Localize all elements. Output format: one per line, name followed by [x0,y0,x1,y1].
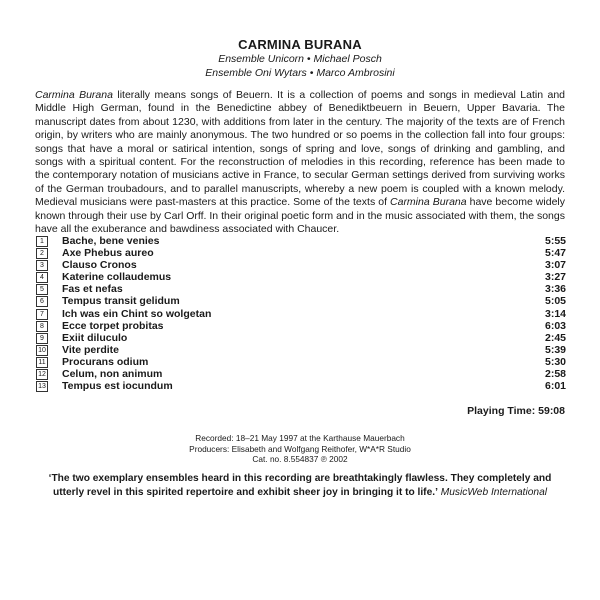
track-number: 3 [36,260,48,271]
performers-line-2: Ensemble Oni Wytars • Marco Ambrosini [205,66,395,79]
track-title: Procurans odium [62,355,149,368]
intro-text-2: have become widely known through their use by Carl Orff. In their original poetic form and in the music associated with them, the songs have all the exuberance and bawdiness associated with Chaucer. [35,196,565,236]
track-duration: 5:47 [544,247,566,260]
track-number: 5 [36,284,48,295]
track-duration: 2:58 [544,368,566,381]
track-title: Katerine collaudemus [62,271,172,284]
track-duration: 5:30 [544,355,566,368]
quote-text: ‘The two exemplary ensembles heard in this recording are breathtakingly flawless. They completely and utterly revel in this spirited repertoire and exhibit sheer joy in bringing it to life.’ [48,473,552,498]
track-title: Ich was ein Chint so wolgetan [62,307,212,320]
review-quote [35,472,565,499]
track-number: 6 [36,296,48,307]
track-duration: 3:14 [544,307,566,320]
track-title: Ecce torpet probitas [62,319,164,332]
track-number: 1 [36,236,48,247]
track-row [36,259,566,271]
header [0,36,600,80]
track-title: Exiit diluculo [62,331,128,344]
track-duration: 6:03 [544,319,566,332]
track-row [36,332,566,344]
track-row [36,368,566,380]
track-row [36,271,566,283]
track-duration: 6:01 [544,380,566,393]
track-duration: 5:05 [544,295,566,308]
track-title: Tempus est iocundum [62,380,173,393]
intro-text-1: literally means songs of Beuern. It is a collection of poems and songs in medieval Latin and Middle High German, found in the Benedictine abbey of Benediktbeuern in Beuern, Upper Bavaria. The manuscript dates from about 1230, with additions from later in the century. The majority of the texts are of French origin, by writers who are mainly anonymous. The two hundred or so poems in the collection fall into four groups: songs that have a moral or satirical intention, songs of spring and love, songs of drinking and gambling, and songs with a spiritual content. For the reconstruction of melodies in this recording, reference has been made to the contemporary notation of musicians active in France, to secular German settings derived from surviving works of the German troubadours, and to parallel manuscripts, whereby a new poem is coupled with a known melody. Medieval musicians were past-masters at this practice. Some of the texts of [35,89,566,209]
playing-time: Playing Time: 59:08 [467,405,565,417]
track-number: 2 [36,248,48,259]
quote-source: MusicWeb International [440,486,548,498]
track-title: Celum, non animum [62,368,163,381]
track-number: 12 [36,369,48,380]
track-duration: 3:36 [544,283,566,296]
track-row [36,295,566,307]
track-number: 13 [36,381,48,392]
track-duration: 5:39 [544,343,566,356]
track-title: Vite perdite [62,343,119,356]
track-row [36,356,566,368]
performers-line-1: Ensemble Unicorn • Michael Posch [218,53,382,65]
track-title: Fas et nefas [62,283,123,296]
track-row [36,235,566,247]
track-number: 10 [36,345,48,356]
track-title: Tempus transit gelidum [62,295,180,308]
track-title: Clauso Cronos [62,259,137,272]
producers-line: Producers: Elisabeth and Wolfgang Reithofer, W*A*R Studio [189,443,411,454]
track-duration: 3:27 [544,271,566,284]
track-title: Bache, bene venies [62,235,160,247]
track-row [36,344,566,356]
track-duration: 5:55 [544,235,566,247]
track-row [36,247,566,259]
track-number: 4 [36,272,48,283]
track-title: Axe Phebus aureo [62,247,154,260]
track-number: 7 [36,309,48,320]
track-row [36,308,566,320]
credits [0,433,600,465]
track-row [36,283,566,295]
track-number: 8 [36,321,48,332]
work-title-ref-2: Carmina Burana [390,196,467,209]
track-row [36,320,566,332]
catalogue-line: Cat. no. 8.554837 ℗ 2002 [252,454,348,465]
recorded-line: Recorded: 18–21 May 1997 at the Karthause Mauerbach [195,433,405,443]
track-row [36,380,566,392]
track-duration: 2:45 [544,331,566,344]
track-number: 11 [36,357,48,368]
intro-paragraph [35,89,565,236]
track-duration: 3:07 [544,259,566,272]
work-title-ref-1: Carmina Burana [35,89,113,101]
track-list [36,235,566,392]
track-number: 9 [36,333,48,344]
album-title: CARMINA BURANA [238,37,362,52]
